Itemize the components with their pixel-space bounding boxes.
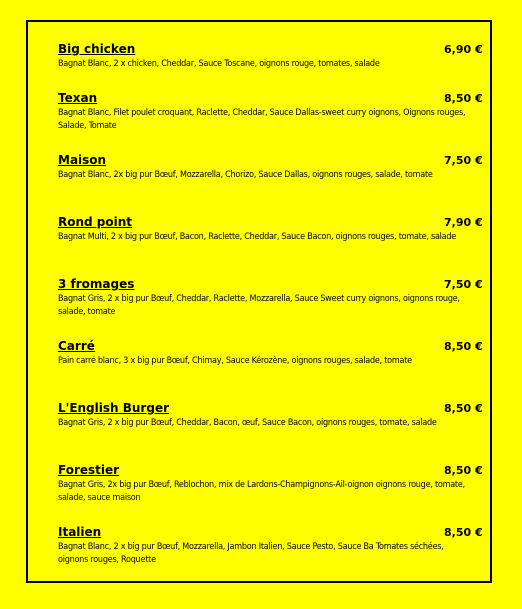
- item-name: Rond point: [58, 215, 133, 229]
- item-description: Bagnat Gris, 2 x big pur Bœuf, Cheddar, Bacon, œuf, Sauce Bacon, oignons rouges, tomate, salade: [58, 418, 437, 428]
- item-name: Big chicken: [58, 42, 136, 56]
- item-name: Forestier: [58, 463, 120, 477]
- menu-item-3-fromages: [58, 276, 483, 319]
- item-description: Bagnat Gris, 2 x big pur Bœuf, Cheddar, Raclette, Mozzarella, Sauce Sweet curry oignons, oignons rouge, salade, tomate: [58, 294, 460, 317]
- menu-item-english-burger: [58, 400, 483, 430]
- item-price: 8,50 €: [444, 402, 483, 415]
- menu-item-carre: [58, 338, 483, 368]
- item-description: Bagnat Blanc, 2 x big pur Bœuf, Mozzarella, Jambon Italien, Sauce Pesto, Sauce Ba Tomates séchées, oignons rouges, Roquette: [58, 542, 444, 565]
- item-price: 7,90 €: [444, 216, 483, 229]
- item-price: 7,50 €: [444, 154, 483, 167]
- menu-item-italien: [58, 524, 483, 567]
- item-name: Italien: [58, 525, 102, 539]
- item-name: 3 fromages: [58, 277, 135, 291]
- menu-item-texan: [58, 90, 483, 133]
- menu-item-big-chicken: [58, 41, 483, 71]
- item-description: Bagnat Multi, 2 x big pur Bœuf, Bacon, Raclette, Cheddar, Sauce Bacon, oignons rouges, tomate, salade: [58, 232, 457, 242]
- item-description: Bagnat Blanc, 2x big pur Bœuf, Mozzarella, Chorizo, Sauce Dallas, oignons rouges, salade, tomate: [58, 170, 433, 180]
- item-name: L'English Burger: [58, 401, 169, 415]
- item-price: 7,50 €: [444, 278, 483, 291]
- item-price: 6,90 €: [444, 43, 483, 56]
- menu-item-rond-point: [58, 214, 483, 244]
- item-price: 8,50 €: [444, 464, 483, 477]
- item-description: Pain carré blanc, 3 x big pur Bœuf, Chimay, Sauce Kérozène, oignons rouges, salade, tomate: [58, 356, 412, 366]
- item-description: Bagnat Blanc, Filet poulet croquant, Raclette, Cheddar, Sauce Dallas-sweet curry oignons, Oignons rouges, Salade, Tomate: [58, 108, 466, 131]
- item-name: Carré: [58, 339, 95, 353]
- menu-item-forestier: [58, 462, 483, 505]
- menu-item-maison: [58, 152, 483, 182]
- item-description: Bagnat Blanc, 2 x chicken, Cheddar, Sauce Toscane, oignons rouge, tomates, salade: [58, 59, 380, 69]
- item-description: Bagnat Gris, 2x big pur Bœuf, Reblochon, mix de Lardons-Champignons-Ail-oignon oignons rouge, tomate, salade, sauce maison: [58, 480, 465, 503]
- item-name: Maison: [58, 153, 107, 167]
- item-price: 8,50 €: [444, 92, 483, 105]
- item-price: 8,50 €: [444, 340, 483, 353]
- item-price: 8,50 €: [444, 526, 483, 539]
- item-name: Texan: [58, 91, 98, 105]
